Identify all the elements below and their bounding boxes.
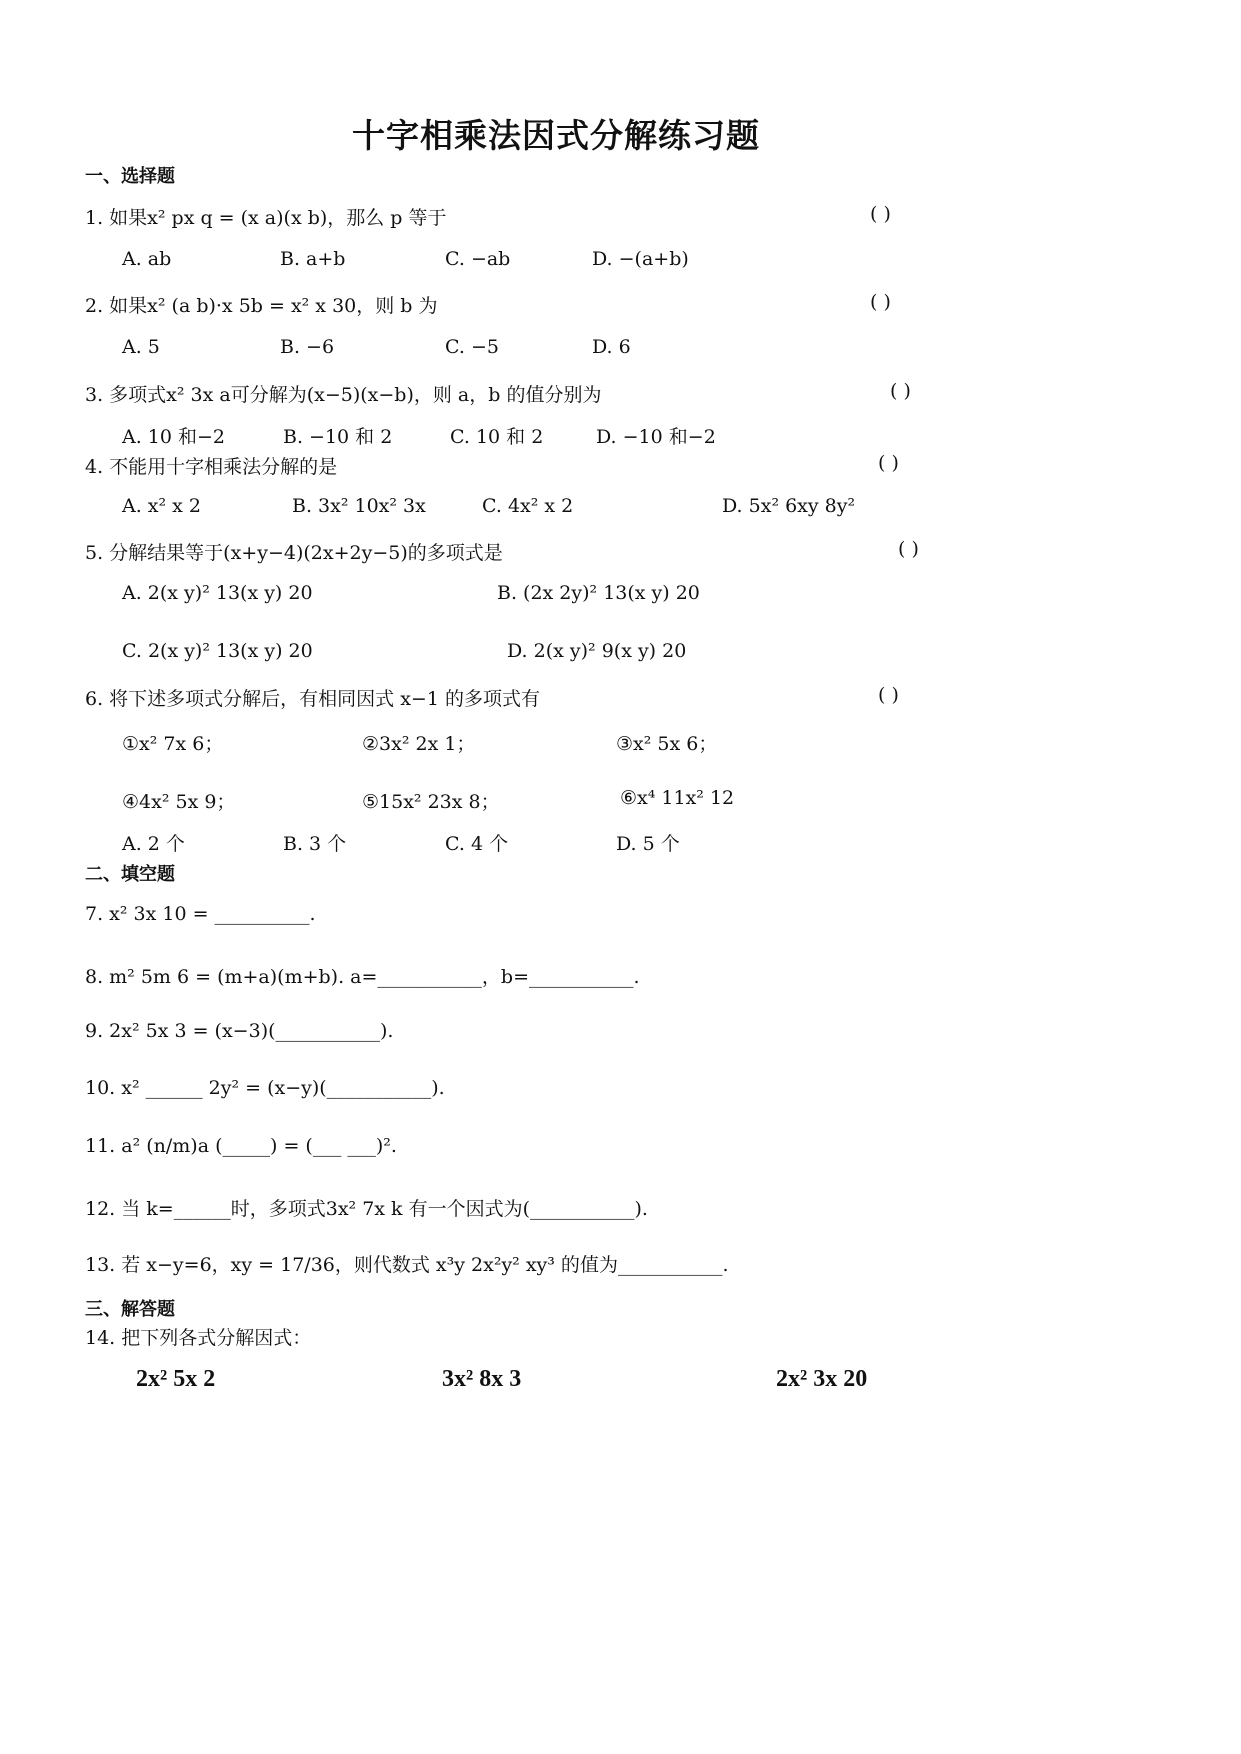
section-heading-fill: 二、填空题 (85, 864, 175, 885)
question-13: 13. 若 x−y=6，xy = 17/36，则代数式 x³y 2x²y² xy³ 的值为___________. (85, 1254, 729, 1276)
q5-option-c: C. 2(x y)² 13(x y) 20 (122, 640, 313, 662)
q6-option-a: A. 2 个 (122, 833, 185, 855)
question-7: 7. x² 3x 10 = __________. (85, 903, 316, 925)
question-9: 9. 2x² 5x 3 = (x−3)(___________). (85, 1020, 394, 1042)
answer-paren-4: ( ) (878, 452, 899, 474)
question-14: 14. 把下列各式分解因式： (85, 1327, 312, 1349)
q2-option-b: B. −6 (280, 336, 335, 358)
q6-item-5: ⑤15x² 23x 8； (362, 791, 500, 813)
q5-option-d: D. 2(x y)² 9(x y) 20 (507, 640, 687, 662)
q4-option-c: C. 4x² x 2 (482, 495, 574, 517)
answer-paren-2: ( ) (870, 291, 891, 313)
q6-item-3: ③x² 5x 6； (616, 733, 718, 755)
question-11: 11. a² (n/m)a (_____) = (___ ___)². (85, 1135, 397, 1157)
q5-option-b: B. (2x 2y)² 13(x y) 20 (497, 582, 700, 604)
q1-option-a: A. ab (122, 248, 172, 270)
q5-option-a: A. 2(x y)² 13(x y) 20 (122, 582, 313, 604)
question-3: 3. 多项式x² 3x a可分解为(x−5)(x−b)，则 a，b 的值分别为 (85, 384, 602, 406)
q3-option-d: D. −10 和−2 (596, 426, 716, 448)
question-4: 4. 不能用十字相乘法分解的是 (85, 456, 338, 478)
q6-option-d: D. 5 个 (616, 833, 680, 855)
q6-item-2: ②3x² 2x 1； (362, 733, 476, 755)
page-title: 十字相乘法因式分解练习题 (352, 116, 760, 155)
q6-option-b: B. 3 个 (283, 833, 347, 855)
q6-item-6: ⑥x⁴ 11x² 12 (620, 787, 735, 809)
question-12: 12. 当 k=______时，多项式3x² 7x k 有一个因式为(___________). (85, 1198, 648, 1220)
question-1: 1. 如果x² px q = (x a)(x b)，那么 p 等于 (85, 207, 447, 229)
q2-option-d: D. 6 (592, 336, 631, 358)
question-6: 6. 将下述多项式分解后，有相同因式 x−1 的多项式有 (85, 688, 540, 710)
q1-option-c: C. −ab (445, 248, 511, 270)
answer-paren-1: ( ) (870, 203, 891, 225)
question-8: 8. m² 5m 6 = (m+a)(m+b). a=___________，b=___________. (85, 966, 640, 988)
section-heading-choice: 一、选择题 (85, 166, 175, 187)
q6-option-c: C. 4 个 (445, 833, 509, 855)
q14-expression-1: 2x² 5x 2 (136, 1366, 216, 1392)
q14-expression-3: 2x² 3x 20 (776, 1366, 868, 1392)
q1-option-b: B. a+b (280, 248, 346, 270)
q1-option-d: D. −(a+b) (592, 248, 689, 270)
q4-option-b: B. 3x² 10x² 3x (292, 495, 426, 517)
q2-option-c: C. −5 (445, 336, 499, 358)
q4-option-a: A. x² x 2 (122, 495, 202, 517)
question-10: 10. x² ______ 2y² = (x−y)(___________). (85, 1077, 445, 1099)
question-2: 2. 如果x² (a b)·x 5b = x² x 30，则 b 为 (85, 295, 438, 317)
answer-paren-6: ( ) (878, 684, 899, 706)
q2-option-a: A. 5 (122, 336, 160, 358)
q3-option-b: B. −10 和 2 (283, 426, 393, 448)
answer-paren-5: ( ) (898, 538, 919, 560)
q6-item-1: ①x² 7x 6； (122, 733, 224, 755)
q14-expression-2: 3x² 8x 3 (442, 1366, 522, 1392)
answer-paren-3: ( ) (890, 380, 911, 402)
q4-option-d: D. 5x² 6xy 8y² (722, 495, 856, 517)
q3-option-a: A. 10 和−2 (122, 426, 226, 448)
section-heading-solve: 三、解答题 (85, 1299, 175, 1320)
q6-item-4: ④4x² 5x 9； (122, 791, 236, 813)
q3-option-c: C. 10 和 2 (450, 426, 544, 448)
question-5: 5. 分解结果等于(x+y−4)(2x+2y−5)的多项式是 (85, 542, 503, 564)
